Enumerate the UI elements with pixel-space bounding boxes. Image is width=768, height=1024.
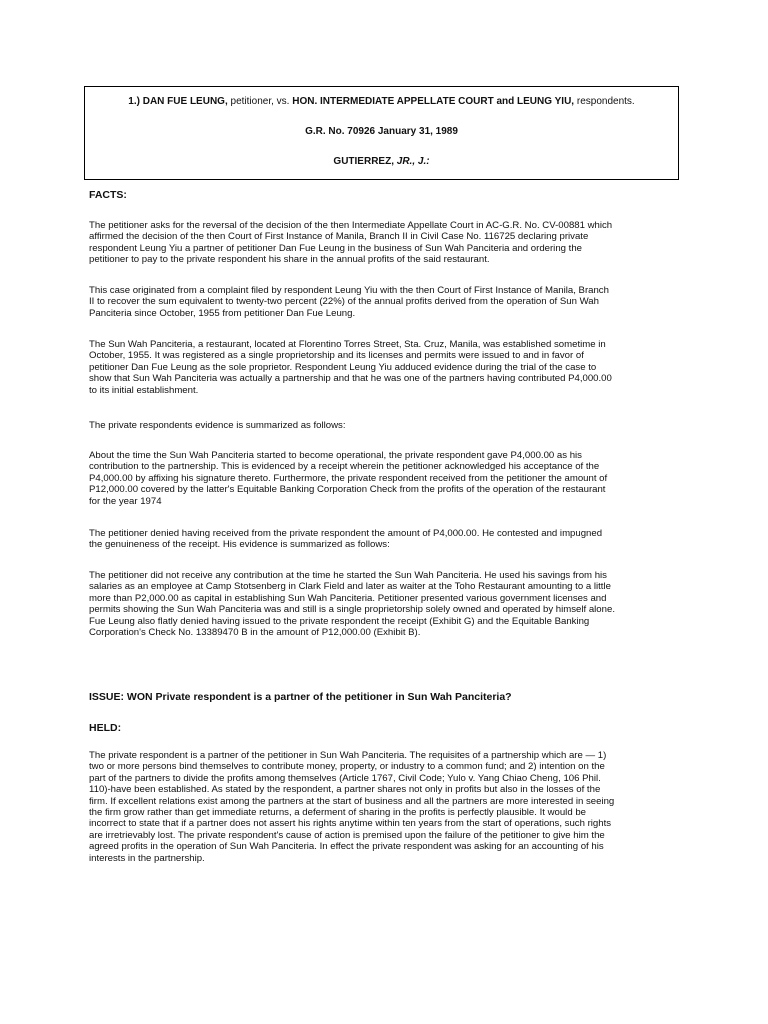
case-header-box bbox=[84, 86, 679, 180]
facts-paragraph-1: The petitioner asks for the reversal of the decision of the then Intermediate Appellate Court in AC-G.R. No. CV-00881 which affirmed the decision of the then Court of First Instance of Manila, Branch II in Civil Case No. 116725 declaring private respondent Leung Yiu a partner of petitioner Dan Fue Leung in the business of Sun Wah Panciteria and ordering the petitioner to pay to the private respondent his share in the annual profits of the said restaurant. bbox=[89, 220, 613, 266]
held-heading: HELD: bbox=[89, 722, 122, 734]
facts-paragraph-5: About the time the Sun Wah Panciteria started to become operational, the private respondent gave P4,000.00 as his contribution to the partnership. This is evidenced by a receipt wherein the petitioner acknowledged his acceptance of the P4,000.00 by affixing his signature thereto. Furthermore, the private respondent received from the petitioner the amount of P12,000.00 covered by the latter's Equitable Banking Corporation Check from the profits of the operation of the restaurant for the year 1974 bbox=[89, 450, 608, 507]
facts-paragraph-4: The private respondents evidence is summarized as follows: bbox=[89, 420, 346, 431]
case-parties-line bbox=[85, 96, 678, 107]
issue-heading: ISSUE: WON Private respondent is a partner of the petitioner in Sun Wah Panciteria? bbox=[89, 691, 512, 703]
facts-heading: FACTS: bbox=[89, 189, 127, 201]
ponente-name: GUTIERREZ, bbox=[333, 156, 394, 167]
petitioner-role: petitioner, vs. bbox=[230, 96, 290, 107]
held-paragraph-1: The private respondent is a partner of the petitioner in Sun Wah Panciteria. The requisites of a partnership which are — 1) two or more persons bind themselves to contribute money, property, or industry to a common fund; and 2) intention on the part of the partners to divide the profits among themselves (Article 1767, Civil Code; Yulo v. Yang Chiao Cheng, 106 Phil. 110)-have been established. As stated by the respondent, a partner shares not only in profits but also in the losses of the firm. If excellent relations exist among the partners at the start of business and all the partners are more interested in seeing the firm grow rather than get immediate returns, a deferment of sharing in the profits is perfectly plausible. It would be incorrect to state that if a partner does not assert his rights anytime within ten years from the start of operations, such rights are irretrievably lost. The private respondent's cause of action is premised upon the failure of the petitioner to give him the agreed profits in the operation of Sun Wah Panciteria. In effect the private respondent was asking for an accounting of his interests in the partnership. bbox=[89, 750, 615, 864]
respondents-role: respondents. bbox=[576, 96, 635, 107]
facts-paragraph-7: The petitioner did not receive any contribution at the time he started the Sun Wah Panciteria. He used his savings from his salaries as an employee at Camp Stotsenberg in Clark Field and later as waiter at the Toho Restaurant amounting to a little more than P2,000.00 as capital in establishing Sun Wah Panciteria. Petitioner presented various government licenses and permits showing the Sun Wah Panciteria was and still is a single proprietorship solely owned and operated by himself alone. Fue Leung also flatly denied having issued to the private respondent the receipt (Exhibit G) and the Equitable Banking Corporation's Check No. 13389470 B in the amount of P12,000.00 (Exhibit B). bbox=[89, 570, 615, 639]
facts-paragraph-3: The Sun Wah Panciteria, a restaurant, located at Florentino Torres Street, Sta. Cruz, Manila, was established sometime in October, 1955. It was registered as a single proprietorship and its licenses and permits were issued to and in favor of petitioner Dan Fue Leung as the sole proprietor. Respondent Leung Yiu adduced evidence during the trial of the case to show that Sun Wah Panciteria was actually a partnership and that he was one of the partners having contributed P4,000.00 to its initial establishment. bbox=[89, 339, 612, 396]
facts-paragraph-6: The petitioner denied having received from the private respondent the amount of P4,000.00. He contested and impugned the genuineness of the receipt. His evidence is summarized as follows: bbox=[89, 528, 603, 551]
petitioner-name: 1.) DAN FUE LEUNG, bbox=[128, 96, 228, 107]
case-ponente bbox=[85, 156, 678, 167]
ponente-suffix: JR., J.: bbox=[396, 156, 430, 167]
case-citation: G.R. No. 70926 January 31, 1989 bbox=[305, 126, 458, 137]
facts-paragraph-2: This case originated from a complaint filed by respondent Leung Yiu with the then Court of First Instance of Manila, Branch II to recover the sum equivalent to twenty-two percent (22%) of the annual profits derived from the operation of Sun Wah Panciteria since October, 1955 from petitioner Dan Fue Leung. bbox=[89, 285, 609, 319]
respondents-names: HON. INTERMEDIATE APPELLATE COURT and LEUNG YIU, bbox=[292, 96, 575, 107]
